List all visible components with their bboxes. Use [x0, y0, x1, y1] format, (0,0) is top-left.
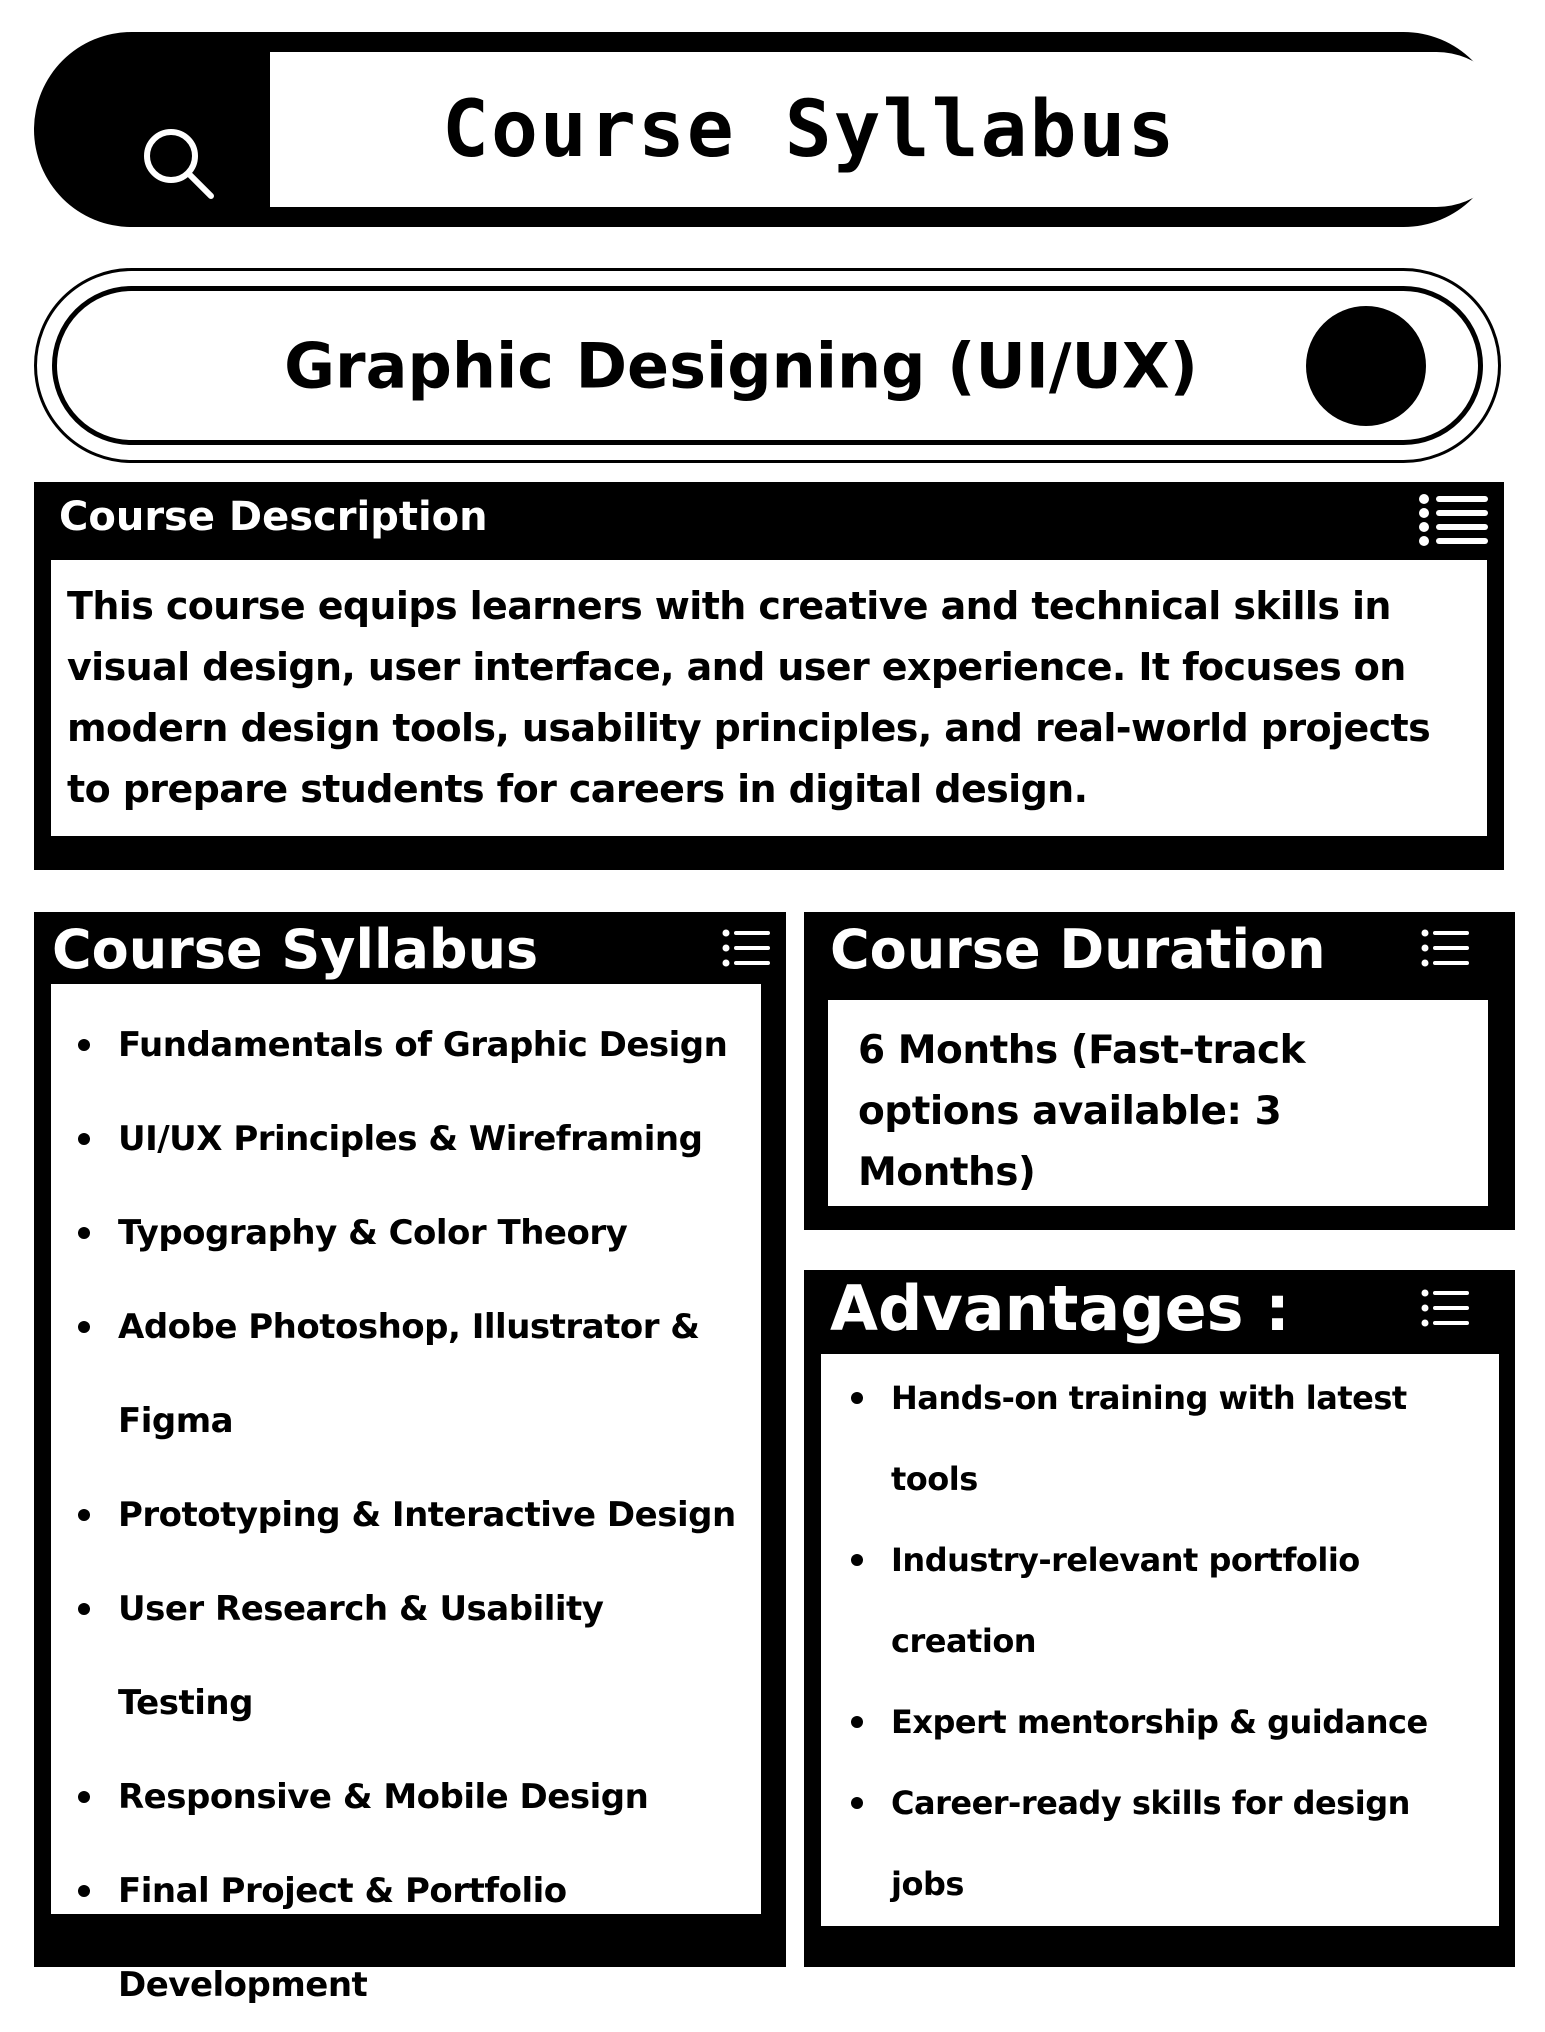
list-item: Hands-on training with latest tools [891, 1358, 1479, 1520]
search-icon [137, 122, 217, 202]
syllabus-list [51, 984, 761, 2032]
list-item: Responsive & Mobile Design [118, 1750, 741, 1844]
list-icon [1418, 492, 1488, 548]
course-description-title: Course Description [59, 494, 488, 540]
list-item: Typography & Color Theory [118, 1186, 741, 1280]
list-item: Final Project & Portfolio Development [118, 1844, 741, 2032]
course-description-body [51, 560, 1487, 836]
page-title: Course Syllabus [442, 84, 1177, 175]
course-name-pill [34, 268, 1501, 463]
list-item: UI/UX Principles & Wireframing [118, 1092, 741, 1186]
list-item: User Research & Usability Testing [118, 1562, 741, 1750]
list-item: Adobe Photoshop, Illustrator & Figma [118, 1280, 741, 1468]
circle-dot-icon [1306, 306, 1426, 426]
course-duration-body [828, 1000, 1488, 1206]
header-title-field [270, 52, 1514, 207]
course-duration-title: Course Duration [830, 918, 1326, 981]
course-name: Graphic Designing (UI/UX) [284, 329, 1198, 402]
advantages-panel [804, 1270, 1515, 1967]
list-icon [722, 928, 770, 968]
list-item: Expert mentorship & guidance [891, 1682, 1479, 1763]
list-icon [1421, 928, 1469, 968]
list-icon [1421, 1288, 1469, 1328]
advantages-list [821, 1354, 1499, 1925]
course-description-panel [34, 482, 1504, 870]
course-syllabus-panel [34, 912, 786, 2005]
advantages-body [821, 1354, 1499, 1926]
list-item: Prototyping & Interactive Design [118, 1468, 741, 1562]
advantages-title: Advantages : [830, 1272, 1290, 1345]
course-duration-text: 6 Months (Fast-track options available: 3 Months) [858, 1028, 1306, 1195]
list-item: Career-ready skills for design jobs [891, 1763, 1479, 1925]
course-syllabus-body [51, 984, 761, 2005]
course-duration-panel [804, 912, 1515, 1230]
header-search-bar [34, 32, 1501, 227]
course-description-text: This course equips learners with creative and technical skills in visual design, user interface, and user experience. It focuses on modern design tools, usability principles, and real-world projects to prepare students for careers in digital design. [67, 584, 1431, 811]
list-item: Fundamentals of Graphic Design [118, 998, 741, 1092]
list-item: Industry-relevant portfolio creation [891, 1520, 1479, 1682]
course-syllabus-title: Course Syllabus [52, 918, 539, 981]
